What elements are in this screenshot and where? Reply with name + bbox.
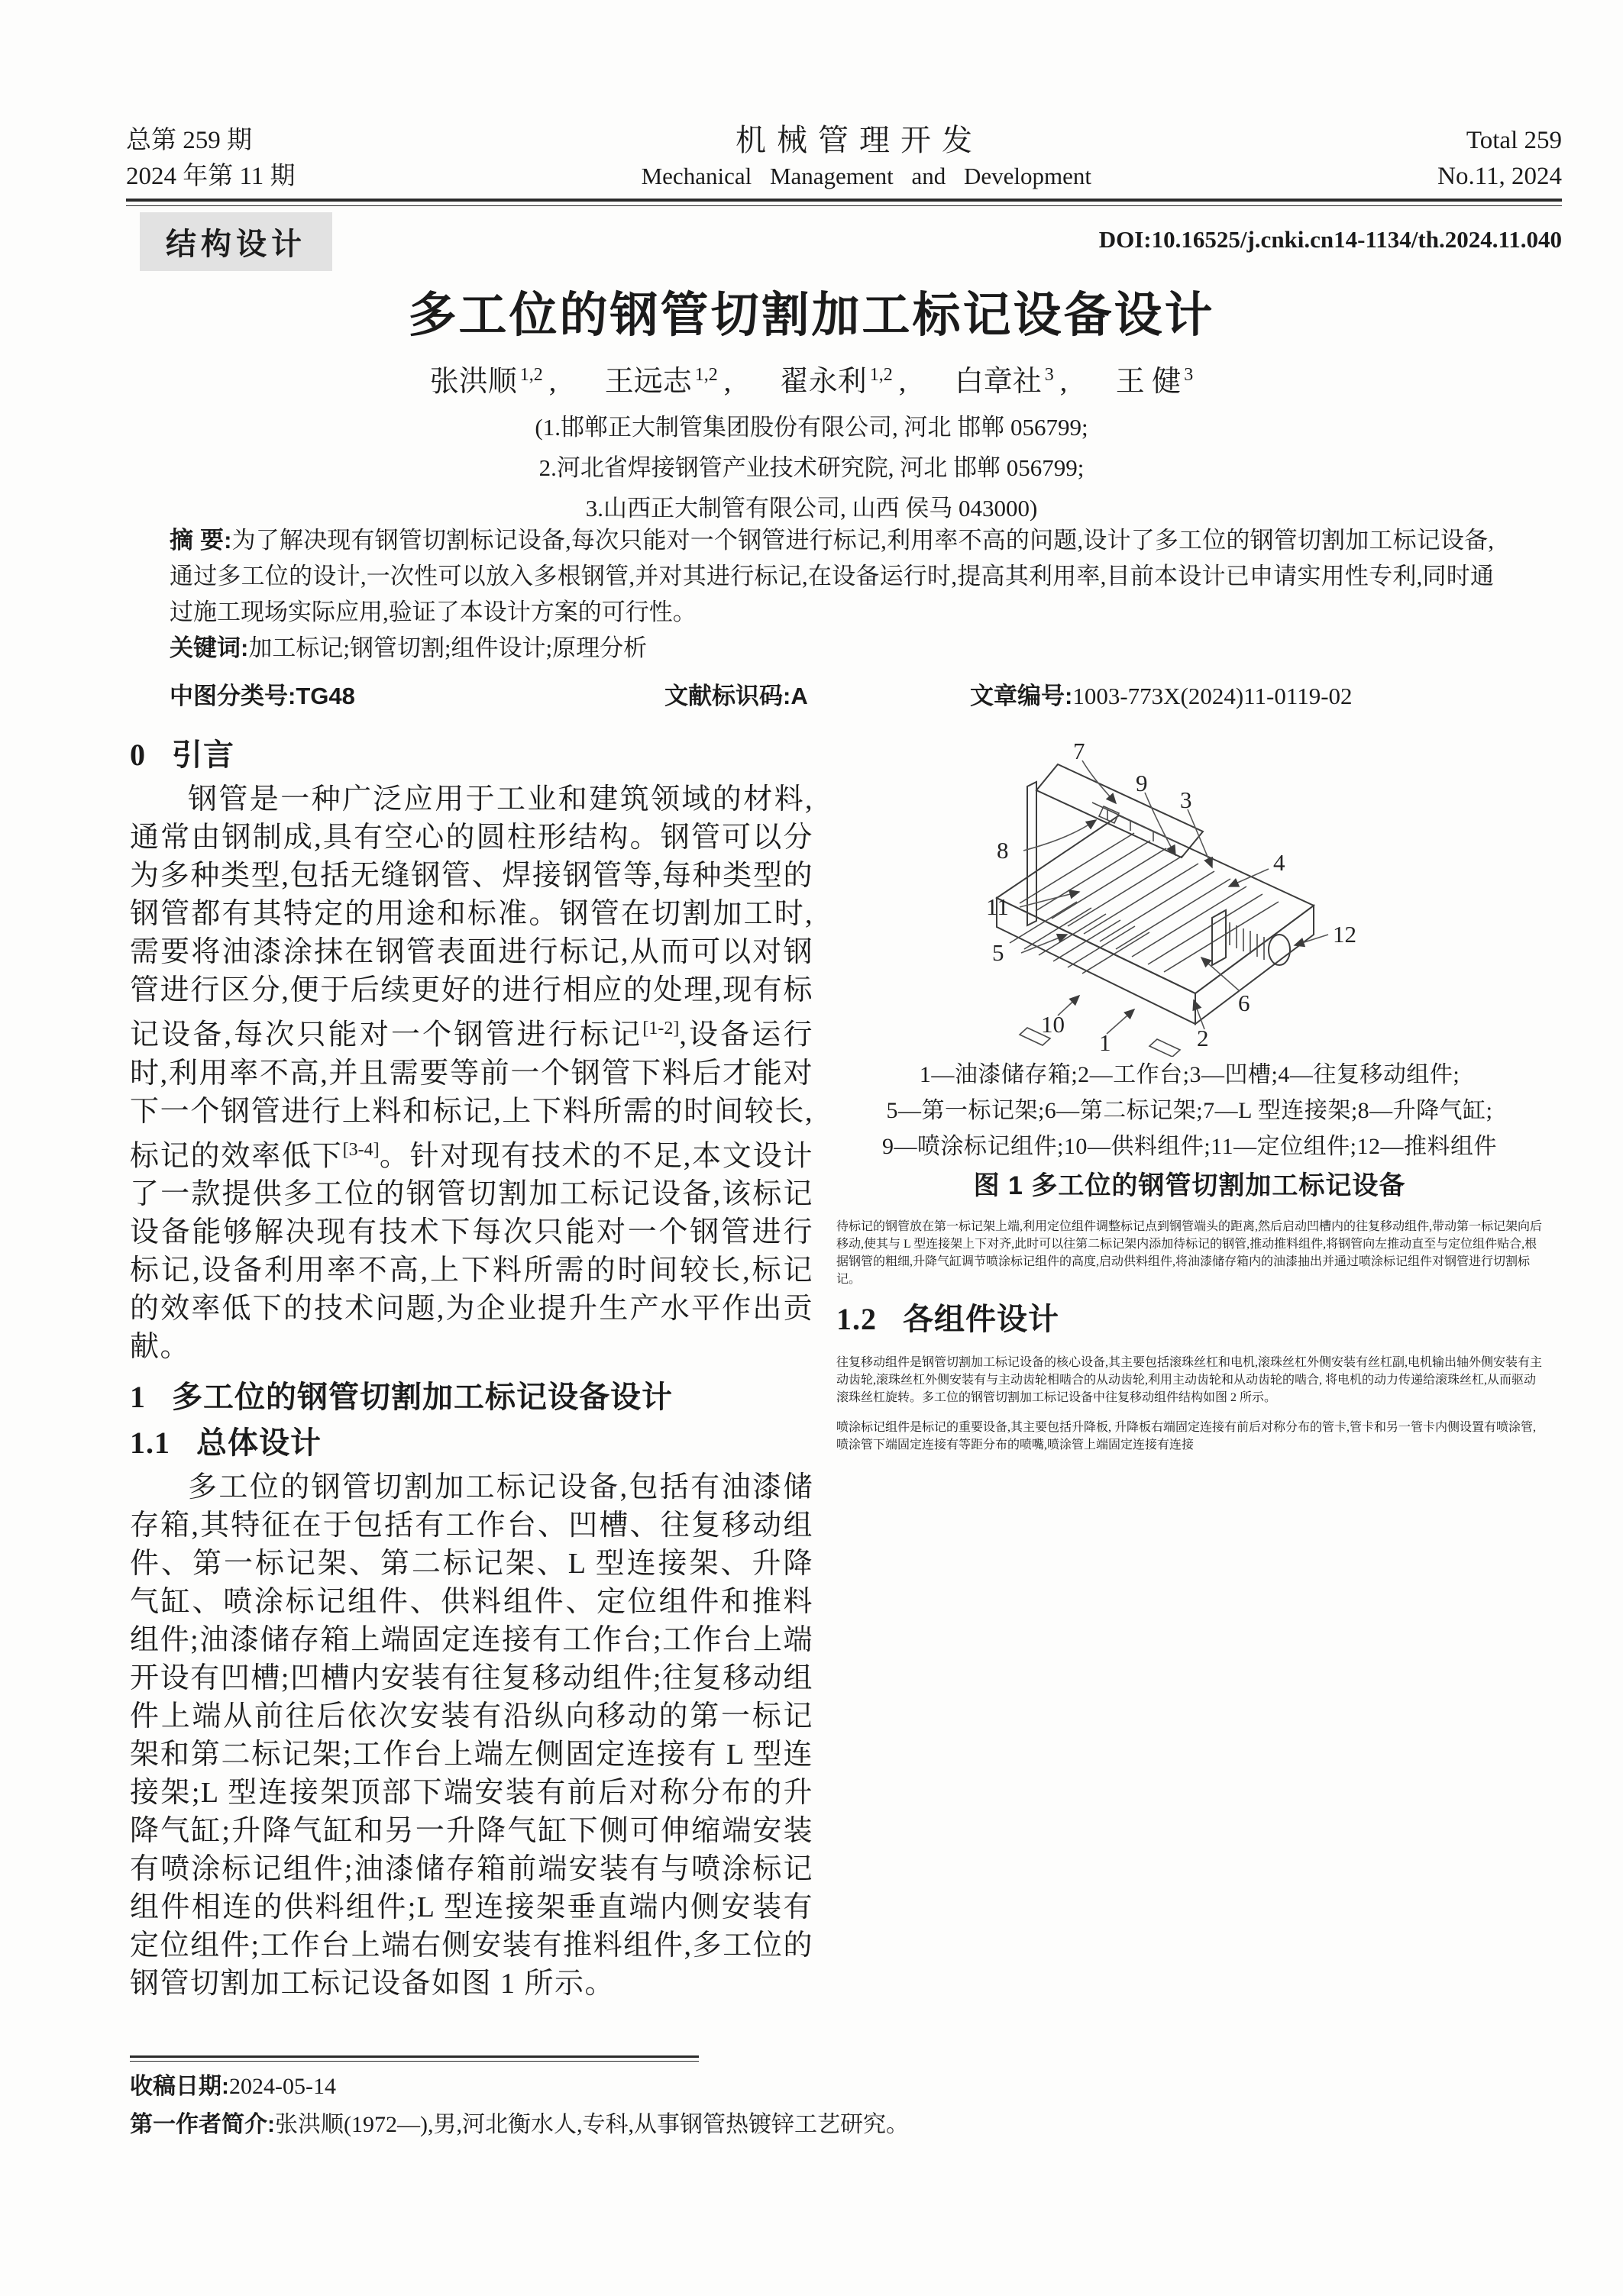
received-date: 收稿日期:2024-05-14 bbox=[130, 2074, 336, 2099]
callout-4: 4 bbox=[1273, 849, 1285, 876]
callout-11: 11 bbox=[986, 893, 1009, 920]
author: 张洪顺 $^{1,2}$ , bbox=[429, 365, 557, 398]
heading-1: 1 多工位的钢管切割加工标记设备设计 bbox=[130, 1380, 673, 1415]
author: 王 健 $^3$ bbox=[1115, 365, 1194, 398]
first-author-bio: 第一作者简介:张洪顺(1972—),男,河北衡水人,专科,从事钢管热镀锌工艺研究。 bbox=[130, 2112, 909, 2137]
issue-number-cn: 2024 年第 11 期 bbox=[126, 163, 296, 190]
author-affil-sup: 3 bbox=[1044, 365, 1054, 386]
callout-3: 3 bbox=[1180, 786, 1192, 813]
keywords: 关键词:加工标记;钢管切割;组件设计;原理分析 bbox=[170, 635, 648, 661]
author: 翟永利 $^{1,2}$ , bbox=[779, 365, 907, 398]
section-tag: 结构设计 bbox=[140, 212, 332, 271]
author-affil-sup: 1,2 bbox=[519, 365, 543, 386]
clc-number: 中图分类号:TG48 bbox=[170, 683, 355, 709]
heading-1-2: 1.2 各组件设计 bbox=[836, 1302, 1059, 1336]
callout-1: 1 bbox=[1099, 1029, 1111, 1056]
citation: [1-2] bbox=[642, 1019, 680, 1038]
figure-1 bbox=[836, 730, 1543, 1204]
keywords-label: 关键词: bbox=[170, 635, 249, 661]
doi: DOI:10.16525/j.cnki.cn14-1134/th.2024.11.040 bbox=[1098, 226, 1562, 253]
affiliations bbox=[0, 407, 1623, 528]
issue-total-en: Total 259 bbox=[1466, 127, 1562, 154]
abstract-block bbox=[170, 522, 1494, 714]
affiliation-line: 3.山西正大制管有限公司, 山西 侯马 043000) bbox=[585, 495, 1038, 522]
callout-9: 9 bbox=[1136, 770, 1148, 796]
author-line bbox=[0, 357, 1623, 399]
intro-paragraph: 钢管是一种广泛应用于工业和建筑领域的材料,通常由钢制成,具有空心的圆柱形结构。钢管可以分为多种类型,包括无缝钢管、焊接钢管等,每种类型的钢管都有其特定的用途和标准。钢管在切割加工时,需要将油漆涂抹在钢管表面进行标记,从而可以对钢管进行区分,便于后续更好的进行相应的处理,现有标记设备,每次只能对一个钢管进行标记[1-2],设备运行时,利用率不高,并且需要等前一个钢管下料后才能对下一个钢管进行上料和标记,上下料所需的时间较长,标记的效率低下[3-4]。针对现有技术的不足,本文设计了一款提供多工位的钢管切割加工标记设备,该标记设备能够解决现有技术下每次只能对一个钢管进行标记,设备利用率不高,上下料所需的时间较长,标记的效率低下的技术问题,为企业提升生产水平作出贡献。 bbox=[130, 783, 813, 1364]
callout-numbers bbox=[986, 738, 1356, 1056]
legend-line: 5—第一标记架;6—第二标记架;7—L 型连接架;8—升降气缸; bbox=[886, 1098, 1493, 1123]
callout-10: 10 bbox=[1041, 1011, 1065, 1038]
figure-1-legend bbox=[836, 1057, 1543, 1164]
operation-paragraph: 待标记的钢管放在第一标记架上端,利用定位组件调整标记点到钢管端头的距离,然后启动凹槽内的往复移动组件,带动第一标记架向后移动,使其与 L 型连接架上下对齐,此时可以往第二标记架内添加待标记的钢管,推动推料组件,将钢管向左推动直至与定位组件贴合,根据钢管的粗细,升降气缸调节喷涂标记组件的高度,启动供料组件,将油漆储存箱内的油漆抽出并通过喷涂标记组件对钢管进行切割标记。 bbox=[836, 1220, 1543, 1286]
author-affil-sup: 3 bbox=[1184, 365, 1194, 386]
author: 白章社 $^3$ , bbox=[954, 365, 1068, 398]
affiliation-line: 2.河北省焊接钢管产业技术研究院, 河北 邯郸 056799; bbox=[538, 454, 1085, 481]
journal-name-en: Mechanical Management and Development bbox=[641, 163, 1092, 189]
header-divider bbox=[126, 199, 1562, 206]
callout-7: 7 bbox=[1073, 738, 1085, 764]
figure-1-drawing bbox=[836, 730, 1543, 1057]
document-code: 文献标识码:A bbox=[664, 683, 808, 709]
callout-12: 12 bbox=[1333, 921, 1356, 948]
figure-1-caption: 图 1 多工位的钢管切割加工标记设备 bbox=[973, 1171, 1406, 1200]
callout-5: 5 bbox=[992, 939, 1004, 966]
page-title: 多工位的钢管切割加工标记设备设计 bbox=[408, 289, 1215, 342]
abstract: 摘 要:为了解决现有钢管切割标记设备,每次只能对一个钢管进行标记,利用率不高的问题,设计了多工位的钢管切割加工标记设备,通过多工位的设计,一次性可以放入多根钢管,并对其进行标记,在设备运行时,提高其利用率,目前本设计已申请实用性专利,同时通过施工现场实际应用,验证了本设计方案的可行性。 bbox=[170, 527, 1494, 625]
author-affil-sup: 1,2 bbox=[694, 365, 718, 386]
legend-line: 1—油漆储存箱;2—工作台;3—凹槽;4—往复移动组件; bbox=[919, 1062, 1460, 1087]
author: 王远志 $^{1,2}$ , bbox=[604, 365, 732, 398]
heading-0-intro: 0 引言 bbox=[130, 738, 234, 772]
affiliation-line: (1.邯郸正大制管集团股份有限公司, 河北 邯郸 056799; bbox=[535, 414, 1088, 441]
callout-6: 6 bbox=[1238, 990, 1250, 1016]
leader-lines bbox=[1020, 760, 1328, 1034]
callout-2: 2 bbox=[1197, 1025, 1209, 1051]
heading-1-1: 1.1 总体设计 bbox=[130, 1426, 322, 1461]
right-column bbox=[836, 730, 1543, 1464]
legend-line: 9—喷涂标记组件;10—供料组件;11—定位组件;12—推料组件 bbox=[882, 1134, 1497, 1159]
issue-number-en: No.11, 2024 bbox=[1437, 163, 1562, 190]
callout-8: 8 bbox=[997, 837, 1009, 864]
abstract-label: 摘 要: bbox=[170, 527, 232, 554]
header-row-1 bbox=[126, 124, 1562, 157]
component-paragraph-2: 喷涂标记组件是标记的重要设备,其主要包括升降板, 升降板右端固定连接有前后对称分布的管卡,管卡和另一管卡内侧设置有喷涂管,喷涂管下端固定连接有等距分布的喷嘴,喷涂管上端固定连接有连接 bbox=[836, 1421, 1537, 1452]
footnote-divider bbox=[130, 2055, 699, 2062]
section-1-1-paragraph: 多工位的钢管切割加工标记设备,包括有油漆储存箱,其特征在于包括有工作台、凹槽、往复移动组件、第一标记架、第二标记架、L 型连接架、升降气缸、喷涂标记组件、供料组件、定位组件和推料组件;油漆储存箱上端固定连接有工作台;工作台上端开设有凹槽;凹槽内安装有往复移动组件;往复移动组件上端从前往后依次安装有沿纵向移动的第一标记架和第二标记架;工作台上端左侧固定连接有 L 型连接架;L 型连接架顶部下端安装有前后对称分布的升降气缸;升降气缸和另一升降气缸下侧可伸缩端安装有喷涂标记组件;油漆储存箱前端安装有与喷涂标记组件相连的供料组件;L 型连接架垂直端内侧安装有定位组件;工作台上端右侧安装有推料组件,多工位的钢管切割加工标记设备如图 1 所示。 bbox=[130, 1471, 813, 2001]
component-paragraph-1: 往复移动组件是钢管切割加工标记设备的核心设备,其主要包括滚珠丝杠和电机,滚珠丝杠外侧安装有丝杠副,电机输出轴外侧安装有主动齿轮,滚珠丝杠外侧安装有与主动齿轮相啮合的从动齿轮,利用主动齿轮和从动齿轮的啮合, 将电机的动力传递给滚珠丝杠,从而驱动滚珠丝杠旋转。多工位的钢管切割加工标记设备中往复移动组件结构如图 2 所示。 bbox=[836, 1356, 1543, 1404]
citation: [3-4] bbox=[342, 1139, 380, 1160]
journal-name-cn: 机械管理开发 bbox=[735, 123, 983, 157]
article-id: 文章编号:1003-773X(2024)11-0119-02 bbox=[970, 683, 1353, 709]
classification-row bbox=[170, 678, 1494, 714]
author-affil-sup: 1,2 bbox=[869, 365, 893, 386]
header-row-2 bbox=[126, 160, 1562, 192]
issue-total-cn: 总第 259 期 bbox=[126, 127, 252, 154]
left-column bbox=[130, 730, 813, 2003]
